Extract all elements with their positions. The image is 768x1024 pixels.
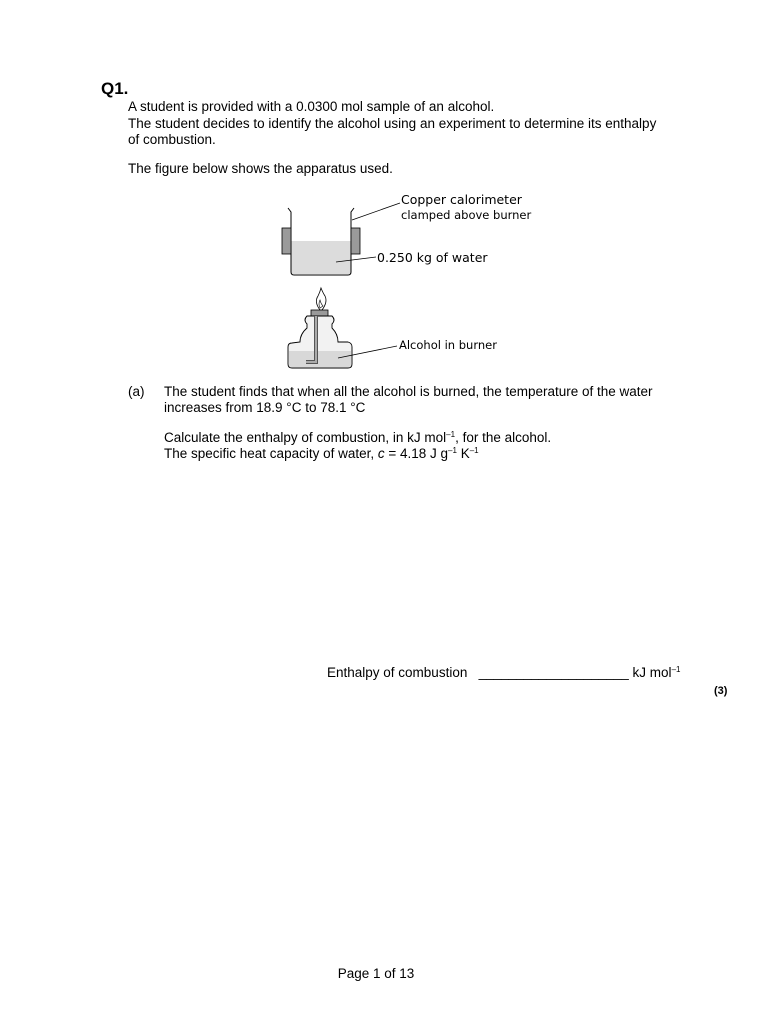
answer-label: Enthalpy of combustion [327, 665, 468, 680]
calc-suffix: , for the alcohol. [455, 430, 552, 445]
intro-line-3: of combustion. [128, 132, 216, 147]
water-fill [291, 241, 351, 274]
apparatus-figure [276, 186, 546, 376]
answer-line [327, 665, 680, 681]
calc-superscript: –1 [446, 430, 456, 439]
calculate-instruction [164, 430, 551, 446]
alcohol-liquid [289, 351, 351, 367]
shc-prefix: The specific heat capacity of water, [164, 446, 378, 461]
calc-prefix: Calculate the enthalpy of combustion, in kJ mol [164, 430, 447, 445]
label-water: 0.250 kg of water [377, 250, 488, 265]
intro-line-2: The student decides to identify the alcohol using an experiment to determine its enthalpy [128, 116, 657, 131]
intro-line-1: A student is provided with a 0.0300 mol sample of an alcohol. [128, 99, 495, 114]
part-a-label: (a) [128, 384, 145, 399]
shc-value: = 4.18 J g [384, 446, 449, 461]
marks-badge: (3) [714, 685, 728, 697]
answer-unit: kJ mol [632, 665, 672, 680]
question-number: Q1. [101, 79, 129, 98]
shc-k-superscript: –1 [469, 446, 479, 455]
part-a-line-1: The student finds that when all the alcohol is burned, the temperature of the water [164, 384, 653, 399]
label-burner: Alcohol in burner [399, 338, 497, 352]
specific-heat-capacity [164, 446, 479, 462]
part-a-line-2: increases from 18.9 °C to 78.1 °C [164, 400, 366, 415]
right-clamp [351, 228, 360, 254]
left-clamp [282, 228, 291, 254]
label-calorimeter-2: clamped above burner [401, 208, 532, 222]
page-number: Page 1 of 13 [337, 966, 415, 981]
wick-cap [311, 310, 328, 316]
answer-superscript: –1 [671, 665, 681, 674]
calorimeter-pointer [352, 203, 400, 220]
figure-intro: The figure below shows the apparatus used. [128, 161, 393, 176]
shc-g-superscript: –1 [448, 446, 457, 455]
answer-blank[interactable]: ____________________ [478, 665, 629, 680]
shc-variable: c [377, 446, 385, 461]
label-calorimeter-1: Copper calorimeter [401, 192, 522, 207]
shc-unit-k: K [456, 446, 470, 461]
